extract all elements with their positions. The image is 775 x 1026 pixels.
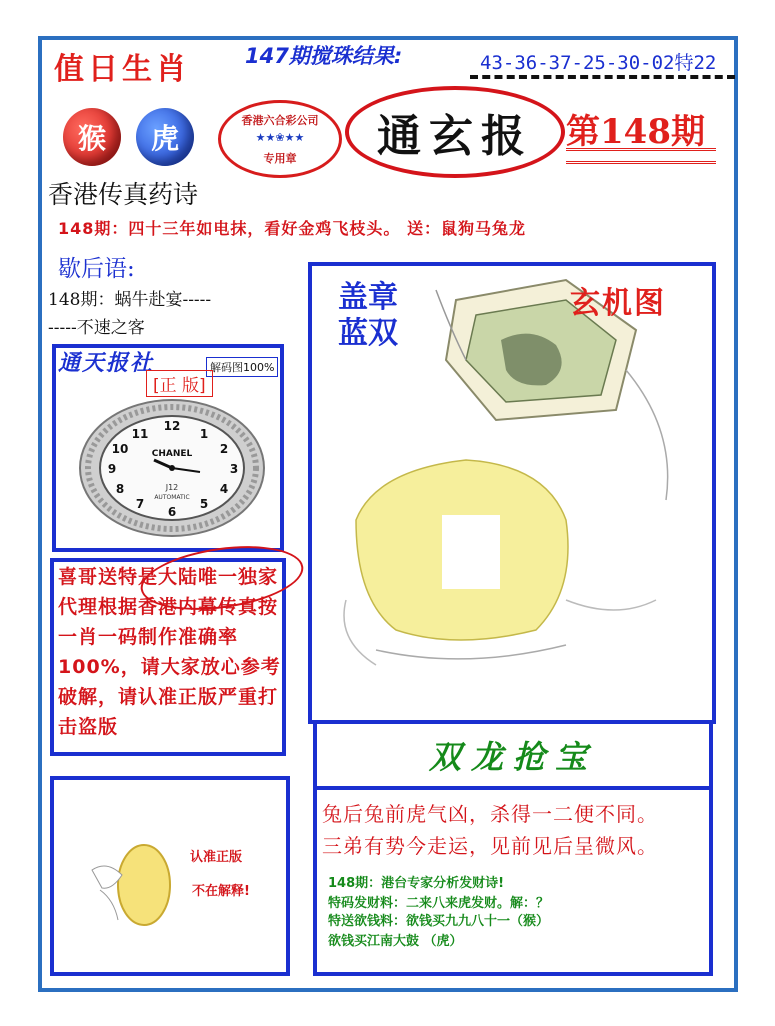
analysis-line-4: 欲钱买江南大鼓 （虎） bbox=[328, 934, 463, 949]
svg-text:3: 3 bbox=[229, 462, 239, 476]
xiehouyu-label: 歇后语: bbox=[58, 256, 135, 282]
svg-text:5: 5 bbox=[199, 497, 209, 511]
svg-text:9: 9 bbox=[107, 462, 117, 476]
seal-stars: ★★❀★★ bbox=[255, 131, 305, 144]
xiehouyu-line-1: 148期：蜗牛赴宴----- bbox=[48, 290, 212, 310]
stamp-label-2: 蓝双 bbox=[338, 316, 398, 351]
issue-underline bbox=[566, 148, 716, 164]
watch-brand: CHANEL bbox=[151, 449, 193, 459]
genuine-tag: [正 版] bbox=[146, 370, 213, 397]
result-label: 147期搅珠结果: bbox=[245, 44, 403, 68]
svg-text:10: 10 bbox=[111, 442, 129, 456]
slogan: 双龙抢宝 bbox=[428, 738, 597, 776]
notice-text: 喜哥送特是大陆唯一独家代理根据香港内幕传真按一肖一码制作准确率100%，请大家放心参考破解，请认准正版严重打击盗版 bbox=[58, 566, 281, 738]
result-numbers: 43-36-37-25-30-02特22 bbox=[480, 52, 717, 74]
svg-text:1: 1 bbox=[199, 427, 209, 441]
zodiac-badge-tiger: 虎 bbox=[136, 108, 194, 166]
zodiac-badge-monkey: 猴 bbox=[63, 108, 121, 166]
watch-image bbox=[74, 398, 270, 538]
svg-text:6: 6 bbox=[167, 505, 177, 519]
company-seal bbox=[218, 100, 342, 178]
svg-text:8: 8 bbox=[115, 482, 125, 496]
dash-divider bbox=[470, 75, 735, 79]
analysis-line-2: 特码发财料：二来八来虎发财。解：？ bbox=[328, 896, 550, 911]
svg-text:4: 4 bbox=[219, 482, 229, 496]
svg-text:2: 2 bbox=[219, 442, 229, 456]
xiehouyu-line-2: -----不速之客 bbox=[48, 318, 145, 338]
fax-poem-line: 148期：四十三年如电抹，看好金鸡飞枝头。 送：鼠狗马兔龙 bbox=[58, 219, 526, 238]
tongtian-title: 通天报社 bbox=[58, 351, 155, 376]
tongtian-subtitle: 解码图100% bbox=[206, 357, 278, 377]
analysis-line-3: 特送欲钱料：欲钱买九九八十一（猴） bbox=[328, 914, 550, 929]
svg-text:7: 7 bbox=[135, 497, 145, 511]
watch-model: J12 bbox=[165, 483, 179, 492]
seal-top-text: 香港六合彩公司 bbox=[241, 114, 319, 127]
stamp-label-1: 盖章 bbox=[338, 280, 398, 315]
svg-text:11: 11 bbox=[131, 427, 149, 441]
fax-poem-title: 香港传真药诗 bbox=[48, 180, 199, 209]
svg-text:12: 12 bbox=[163, 419, 181, 433]
zodiac-label: 值日生肖 bbox=[54, 52, 190, 87]
watch-auto: AUTOMATIC bbox=[154, 494, 190, 501]
mystery-picture-title: 玄机图 bbox=[570, 286, 666, 321]
poem-line-1: 兔后兔前虎气凶，杀得一二便不同。 bbox=[322, 802, 658, 826]
authentic-line-1: 认准正版 bbox=[190, 850, 243, 865]
egg-figure bbox=[82, 830, 172, 930]
masthead-title: 通玄报 bbox=[345, 86, 565, 178]
analysis-line-1: 148期：港台专家分析发财诗! bbox=[328, 876, 505, 891]
slogan-box bbox=[313, 724, 713, 786]
authentic-line-2: 不在解释! bbox=[192, 884, 250, 899]
issue-number: 第148期 bbox=[566, 112, 705, 152]
poem-line-2: 三弟有势今走运，见前见后呈微风。 bbox=[322, 834, 658, 858]
seal-bottom-text: 专用章 bbox=[263, 152, 297, 165]
